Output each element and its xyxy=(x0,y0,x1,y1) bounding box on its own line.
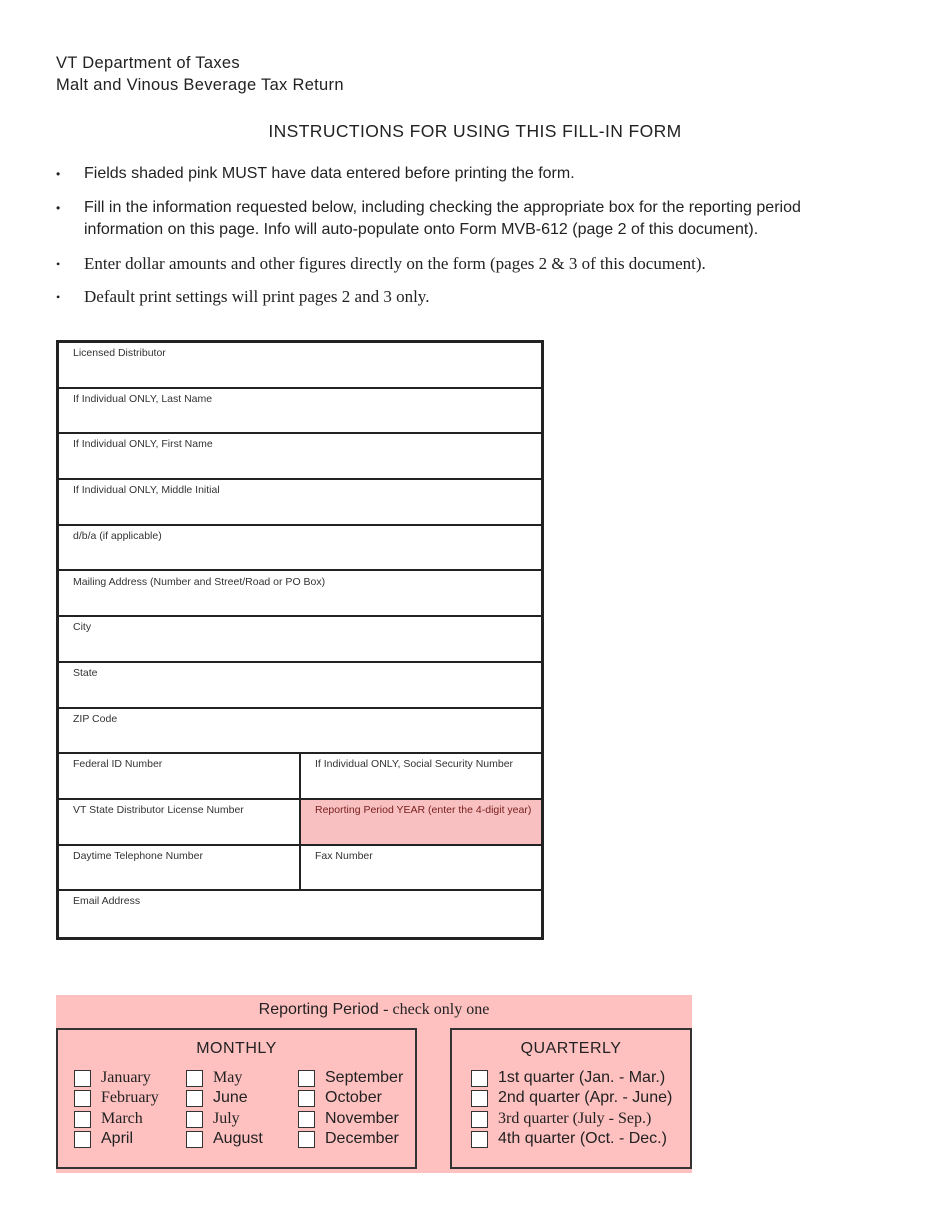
instruction-item: • Enter dollar amounts and other figures directly on the form (pages 2 & 3 of this document). xyxy=(56,253,876,276)
form-row xyxy=(59,709,541,755)
checkbox-icon[interactable] xyxy=(74,1090,91,1107)
checkbox-icon[interactable] xyxy=(298,1090,315,1107)
checkbox-quarter-1[interactable]: 1st quarter (Jan. - Mar.) xyxy=(471,1068,665,1088)
checkbox-icon[interactable] xyxy=(74,1070,91,1087)
license-number-field[interactable]: VT State Distributor License Number xyxy=(59,800,301,844)
middle-initial-field[interactable]: If Individual ONLY, Middle Initial xyxy=(73,484,220,497)
checkbox-may[interactable]: May xyxy=(186,1068,242,1088)
form-row xyxy=(59,480,541,526)
checkbox-quarter-4[interactable]: 4th quarter (Oct. - Dec.) xyxy=(471,1129,667,1149)
document-header xyxy=(56,52,344,96)
quarterly-box xyxy=(450,1028,692,1169)
state-field[interactable]: State xyxy=(73,666,98,679)
reporting-year-field[interactable]: Reporting Period YEAR (enter the 4-digit year) xyxy=(301,800,541,844)
taxpayer-info-form xyxy=(56,340,544,940)
checkbox-icon[interactable] xyxy=(298,1111,315,1128)
checkbox-icon[interactable] xyxy=(186,1070,203,1087)
form-row xyxy=(59,389,541,435)
checkbox-icon[interactable] xyxy=(298,1131,315,1148)
mailing-address-field[interactable]: Mailing Address (Number and Street/Road or PO Box) xyxy=(73,575,326,588)
form-title: Malt and Vinous Beverage Tax Return xyxy=(56,76,344,94)
first-name-field[interactable]: If Individual ONLY, First Name xyxy=(73,438,213,451)
checkbox-icon[interactable] xyxy=(471,1131,488,1148)
checkbox-icon[interactable] xyxy=(298,1070,315,1087)
checkbox-january[interactable]: January xyxy=(74,1068,151,1088)
instruction-item: • Fill in the information requested below, including checking the appropriate box for the reporting period information on this page. Info will auto-populate onto Form MVB-612 (page 2 of this document). xyxy=(56,198,801,238)
form-row xyxy=(59,434,541,480)
checkbox-september[interactable]: September xyxy=(298,1068,403,1088)
form-row xyxy=(59,343,541,389)
form-row xyxy=(59,846,541,892)
checkbox-icon[interactable] xyxy=(471,1090,488,1107)
city-field[interactable]: City xyxy=(73,621,92,634)
instruction-item: • Fields shaded pink MUST have data entered before printing the form. xyxy=(56,163,876,186)
checkbox-quarter-3[interactable]: 3rd quarter (July - Sep.) xyxy=(471,1109,651,1129)
checkbox-icon[interactable] xyxy=(471,1070,488,1087)
federal-id-field[interactable]: Federal ID Number xyxy=(59,754,301,798)
reporting-period-section xyxy=(56,995,692,1173)
zip-code-field[interactable]: ZIP Code xyxy=(73,712,118,725)
instructions-title: INSTRUCTIONS FOR USING THIS FILL-IN FORM xyxy=(268,121,682,141)
licensed-distributor-field[interactable]: Licensed Distributor xyxy=(73,347,166,359)
fax-number-field[interactable]: Fax Number xyxy=(315,849,373,862)
checkbox-june[interactable]: June xyxy=(186,1088,248,1108)
quarterly-heading: QUARTERLY xyxy=(520,1040,622,1057)
checkbox-august[interactable]: August xyxy=(186,1129,263,1149)
checkbox-icon[interactable] xyxy=(186,1131,203,1148)
monthly-box xyxy=(56,1028,417,1169)
form-row xyxy=(59,754,541,800)
checkbox-march[interactable]: March xyxy=(74,1109,143,1129)
last-name-field[interactable]: If Individual ONLY, Last Name xyxy=(73,392,213,405)
form-row xyxy=(59,572,541,618)
checkbox-quarter-2[interactable]: 2nd quarter (Apr. - June) xyxy=(471,1088,672,1108)
checkbox-november[interactable]: November xyxy=(298,1109,399,1129)
department-name: VT Department of Taxes xyxy=(56,54,240,72)
email-address-field[interactable]: Email Address xyxy=(73,895,141,908)
daytime-phone-field[interactable]: Daytime Telephone Number xyxy=(59,846,301,890)
checkbox-icon[interactable] xyxy=(186,1111,203,1128)
monthly-heading: MONTHLY xyxy=(196,1040,277,1057)
form-row xyxy=(59,800,541,846)
checkbox-icon[interactable] xyxy=(74,1131,91,1148)
form-row xyxy=(59,526,541,572)
checkbox-december[interactable]: December xyxy=(298,1129,399,1149)
reporting-period-title: Reporting Period - check only one xyxy=(258,1001,490,1018)
checkbox-february[interactable]: February xyxy=(74,1088,159,1108)
ssn-field[interactable]: If Individual ONLY, Social Security Number xyxy=(315,758,514,771)
checkbox-october[interactable]: October xyxy=(298,1088,382,1108)
checkbox-icon[interactable] xyxy=(186,1090,203,1107)
dba-field[interactable]: d/b/a (if applicable) xyxy=(73,529,162,542)
bullet-icon: • xyxy=(56,167,61,181)
checkbox-july[interactable]: July xyxy=(186,1109,240,1129)
bullet-icon: • xyxy=(56,200,61,215)
checkbox-icon[interactable] xyxy=(471,1111,488,1128)
form-row xyxy=(59,617,541,663)
form-row xyxy=(59,891,541,937)
bullet-icon: • xyxy=(56,256,61,271)
bullet-icon: • xyxy=(56,290,61,304)
instructions-list xyxy=(56,163,876,320)
instruction-item: • Default print settings will print pages 2 and 3 only. xyxy=(56,286,876,309)
checkbox-icon[interactable] xyxy=(74,1111,91,1128)
checkbox-april[interactable]: April xyxy=(74,1129,133,1149)
form-row xyxy=(59,663,541,709)
